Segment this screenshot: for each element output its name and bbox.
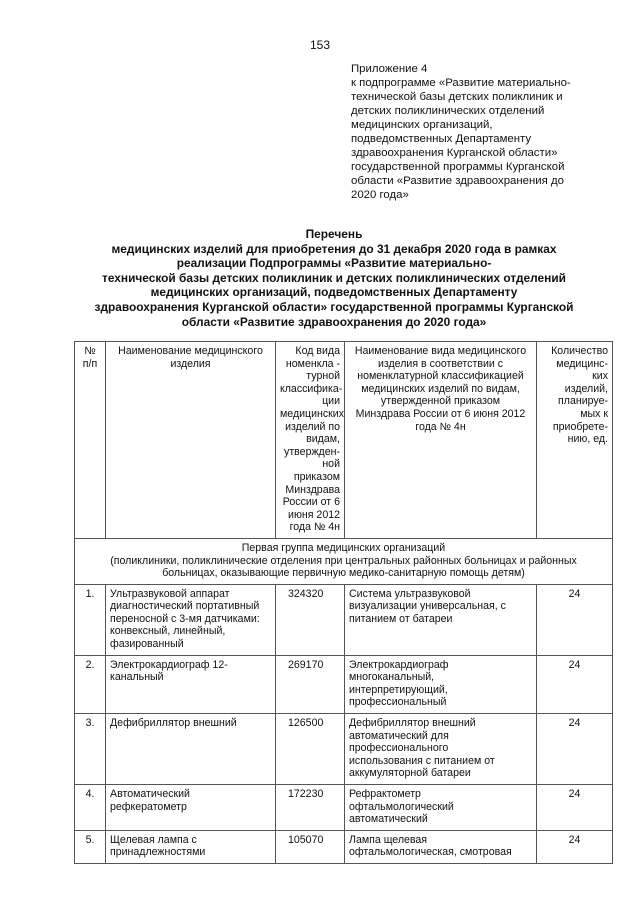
annex-line: 2020 года» [351,189,409,201]
row-number: 1. [75,584,106,655]
title-line: Перечень [305,227,363,241]
document-title [60,227,608,329]
device-quantity: 24 [537,655,613,713]
annex-line: здравоохранения Курганской области» [351,147,558,159]
device-quantity: 24 [537,830,613,863]
device-code: 105070 [276,830,345,863]
device-type-name: Лампа щелевая офтальмологическая, смотровая [345,830,537,863]
row-number: 2. [75,655,106,713]
device-name: Электрокардиограф 12- канальный [106,655,276,713]
device-quantity: 24 [537,714,613,785]
annex-line: Приложение 4 [351,63,428,75]
table-row [75,714,613,785]
group-heading: Первая группа медицинских организаций (поликлиники, поликлинические отделения при центральных районных больницах и районных больницах, оказывающие первичную медико-санитарную помощь детям) [75,538,613,584]
device-name: Щелевая лампа с принадлежностями [106,830,276,863]
device-name: Дефибриллятор внешний [106,714,276,785]
row-number: 5. [75,830,106,863]
medical-devices-table [74,341,613,864]
header-name: Наименование медицинского изделия [106,342,276,539]
group-header-row [75,538,613,584]
device-code: 324320 [276,584,345,655]
header-type-name: Наименование вида медицинского изделия в соответствии с номенклатурной классификацией медицинских изделий по видам, утвержденной приказом Минздрава России от 6 июня 2012 года № 4н [345,342,537,539]
device-code: 172230 [276,785,345,831]
table-row [75,655,613,713]
annex-line: детских поликлинических отделений [351,105,545,117]
device-name: Ультразвуковой аппарат диагностический портативный переносной с 3-мя датчиками: конвексный, линейный, фазированный [106,584,276,655]
device-quantity: 24 [537,584,613,655]
header-num: № п/п [75,342,106,539]
header-code: Код вида номенкла - турной классифика- ции медицинских изделий по видам, утвержден- ной приказом Минздрава России от 6 июня 2012 года № 4н [276,342,345,539]
annex-line: подведомственных Департаменту [351,133,532,145]
row-number: 3. [75,714,106,785]
annex-line: технической базы детских поликлиник и [351,91,563,103]
device-name: Автоматический рефкератометр [106,785,276,831]
page-number: 153 [309,38,331,52]
device-type-name: Система ультразвуковой визуализации универсальная, с питанием от батареи [345,584,537,655]
device-type-name: Дефибриллятор внешний автоматический для профессионального использования с питанием от аккумуляторной батареи [345,714,537,785]
title-line: медицинских организаций, подведомственных Департаменту [150,285,518,300]
title-line: области «Развитие здравоохранения до 2020 года» [181,314,487,329]
title-line: реализации Подпрограммы «Развитие материально- [176,256,492,271]
title-line: технической базы детских поликлиник и детских поликлинических отделений [102,270,566,285]
annex-line: медицинских организаций, [351,119,493,131]
table-row [75,785,613,831]
table-row [75,830,613,863]
annex-line: государственной программы Курганской [351,161,565,173]
title-line: медицинских изделий для приобретения до 31 декабря 2020 года в рамках [111,241,557,256]
device-code: 126500 [276,714,345,785]
header-qty: Количество медицинс- ких изделий, планируе- мых к приобрете- нию, ед. [537,342,613,539]
annex-caption [351,62,616,202]
device-quantity: 24 [537,785,613,831]
table-row [75,584,613,655]
row-number: 4. [75,785,106,831]
title-line: здравоохранения Курганской области» государственной программы Курганской [94,299,574,314]
table-header-row [75,342,613,539]
annex-line: области «Развитие здравоохранения до [351,175,564,187]
annex-line: к подпрограмме «Развитие материально- [351,77,571,89]
device-code: 269170 [276,655,345,713]
device-type-name: Рефрактометр офтальмологический автоматический [345,785,537,831]
device-type-name: Электрокардиограф многоканальный, интерпретирующий, профессиональный [345,655,537,713]
